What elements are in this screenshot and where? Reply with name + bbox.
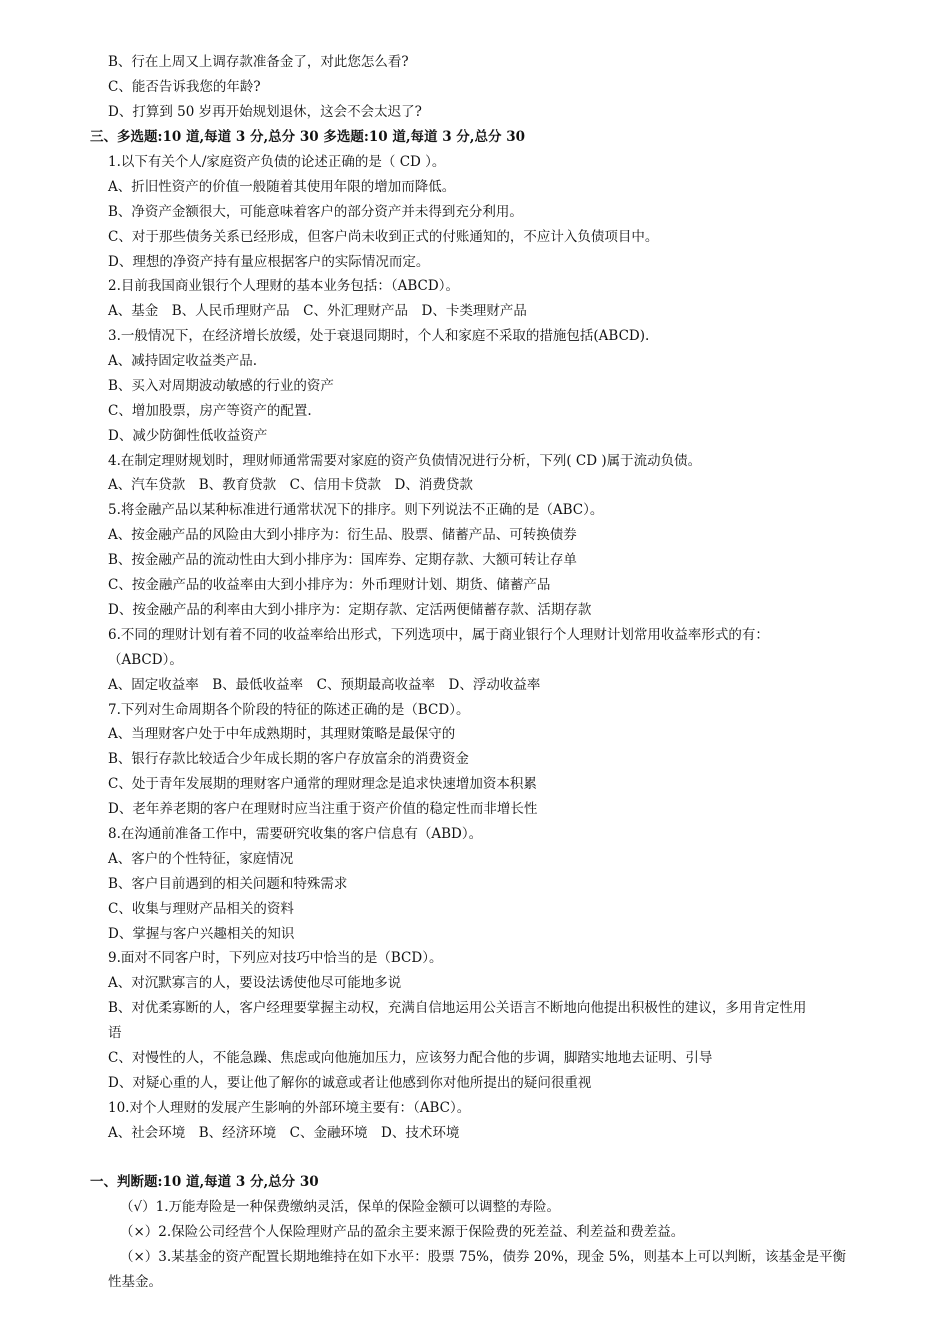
option-line: D、老年养老期的客户在理财时应当注重于资产价值的稳定性而非增长性 [108,801,538,817]
option-line: C、对慢性的人，不能急躁、焦虑或向他施加压力，应该努力配合他的步调，脚踏实地地去证明、引导 [108,1050,713,1066]
option-line: A、折旧性资产的价值一般随着其使用年限的增加而降低。 [108,179,456,195]
option-line: B、客户目前遇到的相关问题和特殊需求 [108,876,348,892]
section-heading: 三、多选题:10 道,每道 3 分,总分 30 多选题:10 道,每道 3 分,总分 30 [90,129,525,145]
question-stem: 6.不同的理财计划有着不同的收益率给出形式，下列选项中，属于商业银行个人理财计划常用收益率形式的有： [108,627,769,643]
question-stem: 9.面对不同客户时，下列应对技巧中恰当的是（BCD）。 [108,950,443,966]
question-stem: 10.对个人理财的发展产生影响的外部环境主要有：（ABC）。 [108,1100,471,1116]
judgment-item: （√）1.万能寿险是一种保费缴纳灵活，保单的保险金额可以调整的寿险。 [120,1199,560,1215]
option-line: D、按金融产品的利率由大到小排序为：定期存款、定活两便储蓄存款、活期存款 [108,602,592,618]
option-line: A、基金 B、人民币理财产品 C、外汇理财产品 D、卡类理财产品 [108,303,527,319]
option-line: D、理想的净资产持有量应根据客户的实际情况而定。 [108,254,430,270]
question-stem: 7.下列对生命周期各个阶段的特征的陈述正确的是（BCD）。 [108,702,470,718]
option-line: A、固定收益率 B、最低收益率 C、预期最高收益率 D、浮动收益率 [108,677,541,693]
question-stem: 2.目前我国商业银行个人理财的基本业务包括：（ABCD）。 [108,278,459,294]
option-line: D、掌握与客户兴趣相关的知识 [108,926,295,942]
option-line: C、对于那些债务关系已经形成，但客户尚未收到正式的付账通知的，不应计入负债项目中。 [108,229,659,245]
text-line: B、行在上周又上调存款准备金了，对此您怎么看? [108,54,409,70]
option-line: B、按金融产品的流动性由大到小排序为：国库券、定期存款、大额可转让存单 [108,552,577,568]
option-line: D、减少防御性低收益资产 [108,428,268,444]
judgment-item-continued: 性基金。 [108,1274,162,1290]
text-line: D、打算到 50 岁再开始规划退休，这会不会太迟了? [108,104,422,120]
question-stem-continued: （ABCD）。 [108,652,183,668]
option-line: C、收集与理财产品相关的资料 [108,901,294,917]
option-line: A、按金融产品的风险由大到小排序为：衍生品、股票、储蓄产品、可转换债券 [108,527,577,543]
judgment-item: （×）2.保险公司经营个人保险理财产品的盈余主要来源于保险费的死差益、利差益和费差益。 [120,1224,685,1240]
option-line: B、买入对周期波动敏感的行业的资产 [108,378,334,394]
option-line: A、汽车贷款 B、教育贷款 C、信用卡贷款 D、消费贷款 [108,477,473,493]
text-line: C、能否告诉我您的年龄? [108,79,261,95]
option-line: A、减持固定收益类产品. [108,353,258,369]
option-line-continued: 语 [108,1025,122,1041]
option-line: A、对沉默寡言的人，要设法诱使他尽可能地多说 [108,975,402,991]
question-stem: 8.在沟通前准备工作中，需要研究收集的客户信息有（ABD）。 [108,826,483,842]
option-line: A、客户的个性特征，家庭情况 [108,851,294,867]
option-line: A、社会环境 B、经济环境 C、金融环境 D、技术环境 [108,1125,460,1141]
question-stem: 1.以下有关个人/家庭资产负债的论述正确的是（ CD ）。 [108,154,446,170]
question-stem: 5.将金融产品以某种标准进行通常状况下的排序。则下列说法不正确的是（ABC）。 [108,502,604,518]
option-line: B、对优柔寡断的人，客户经理要掌握主动权，充满自信地运用公关语言不断地向他提出积极性的建议，多用肯定性用 [108,1000,807,1016]
option-line: C、按金融产品的收益率由大到小排序为：外币理财计划、期货、储蓄产品 [108,577,551,593]
option-line: C、增加股票，房产等资产的配置. [108,403,312,419]
option-line: C、处于青年发展期的理财客户通常的理财理念是追求快速增加资本积累 [108,776,537,792]
judgment-item: （×）3.某基金的资产配置长期地维持在如下水平：股票 75%，债券 20%，现金 5%，则基本上可以判断，该基金是平衡 [120,1249,846,1265]
section-heading: 一、判断题:10 道,每道 3 分,总分 30 [90,1174,319,1190]
option-line: B、银行存款比较适合少年成长期的客户存放富余的消费资金 [108,751,469,767]
option-line: B、净资产金额很大，可能意味着客户的部分资产并未得到充分利用。 [108,204,523,220]
question-stem: 3.一般情况下，在经济增长放缓，处于衰退同期时，个人和家庭不采取的措施包括(ABCD). [108,328,650,344]
option-line: D、对疑心重的人，要让他了解你的诚意或者让他感到你对他所提出的疑问很重视 [108,1075,592,1091]
option-line: A、当理财客户处于中年成熟期时，其理财策略是最保守的 [108,726,456,742]
question-stem: 4.在制定理财规划时，理财师通常需要对家庭的资产负债情况进行分析，下列( CD )属于流动负债。 [108,453,702,469]
